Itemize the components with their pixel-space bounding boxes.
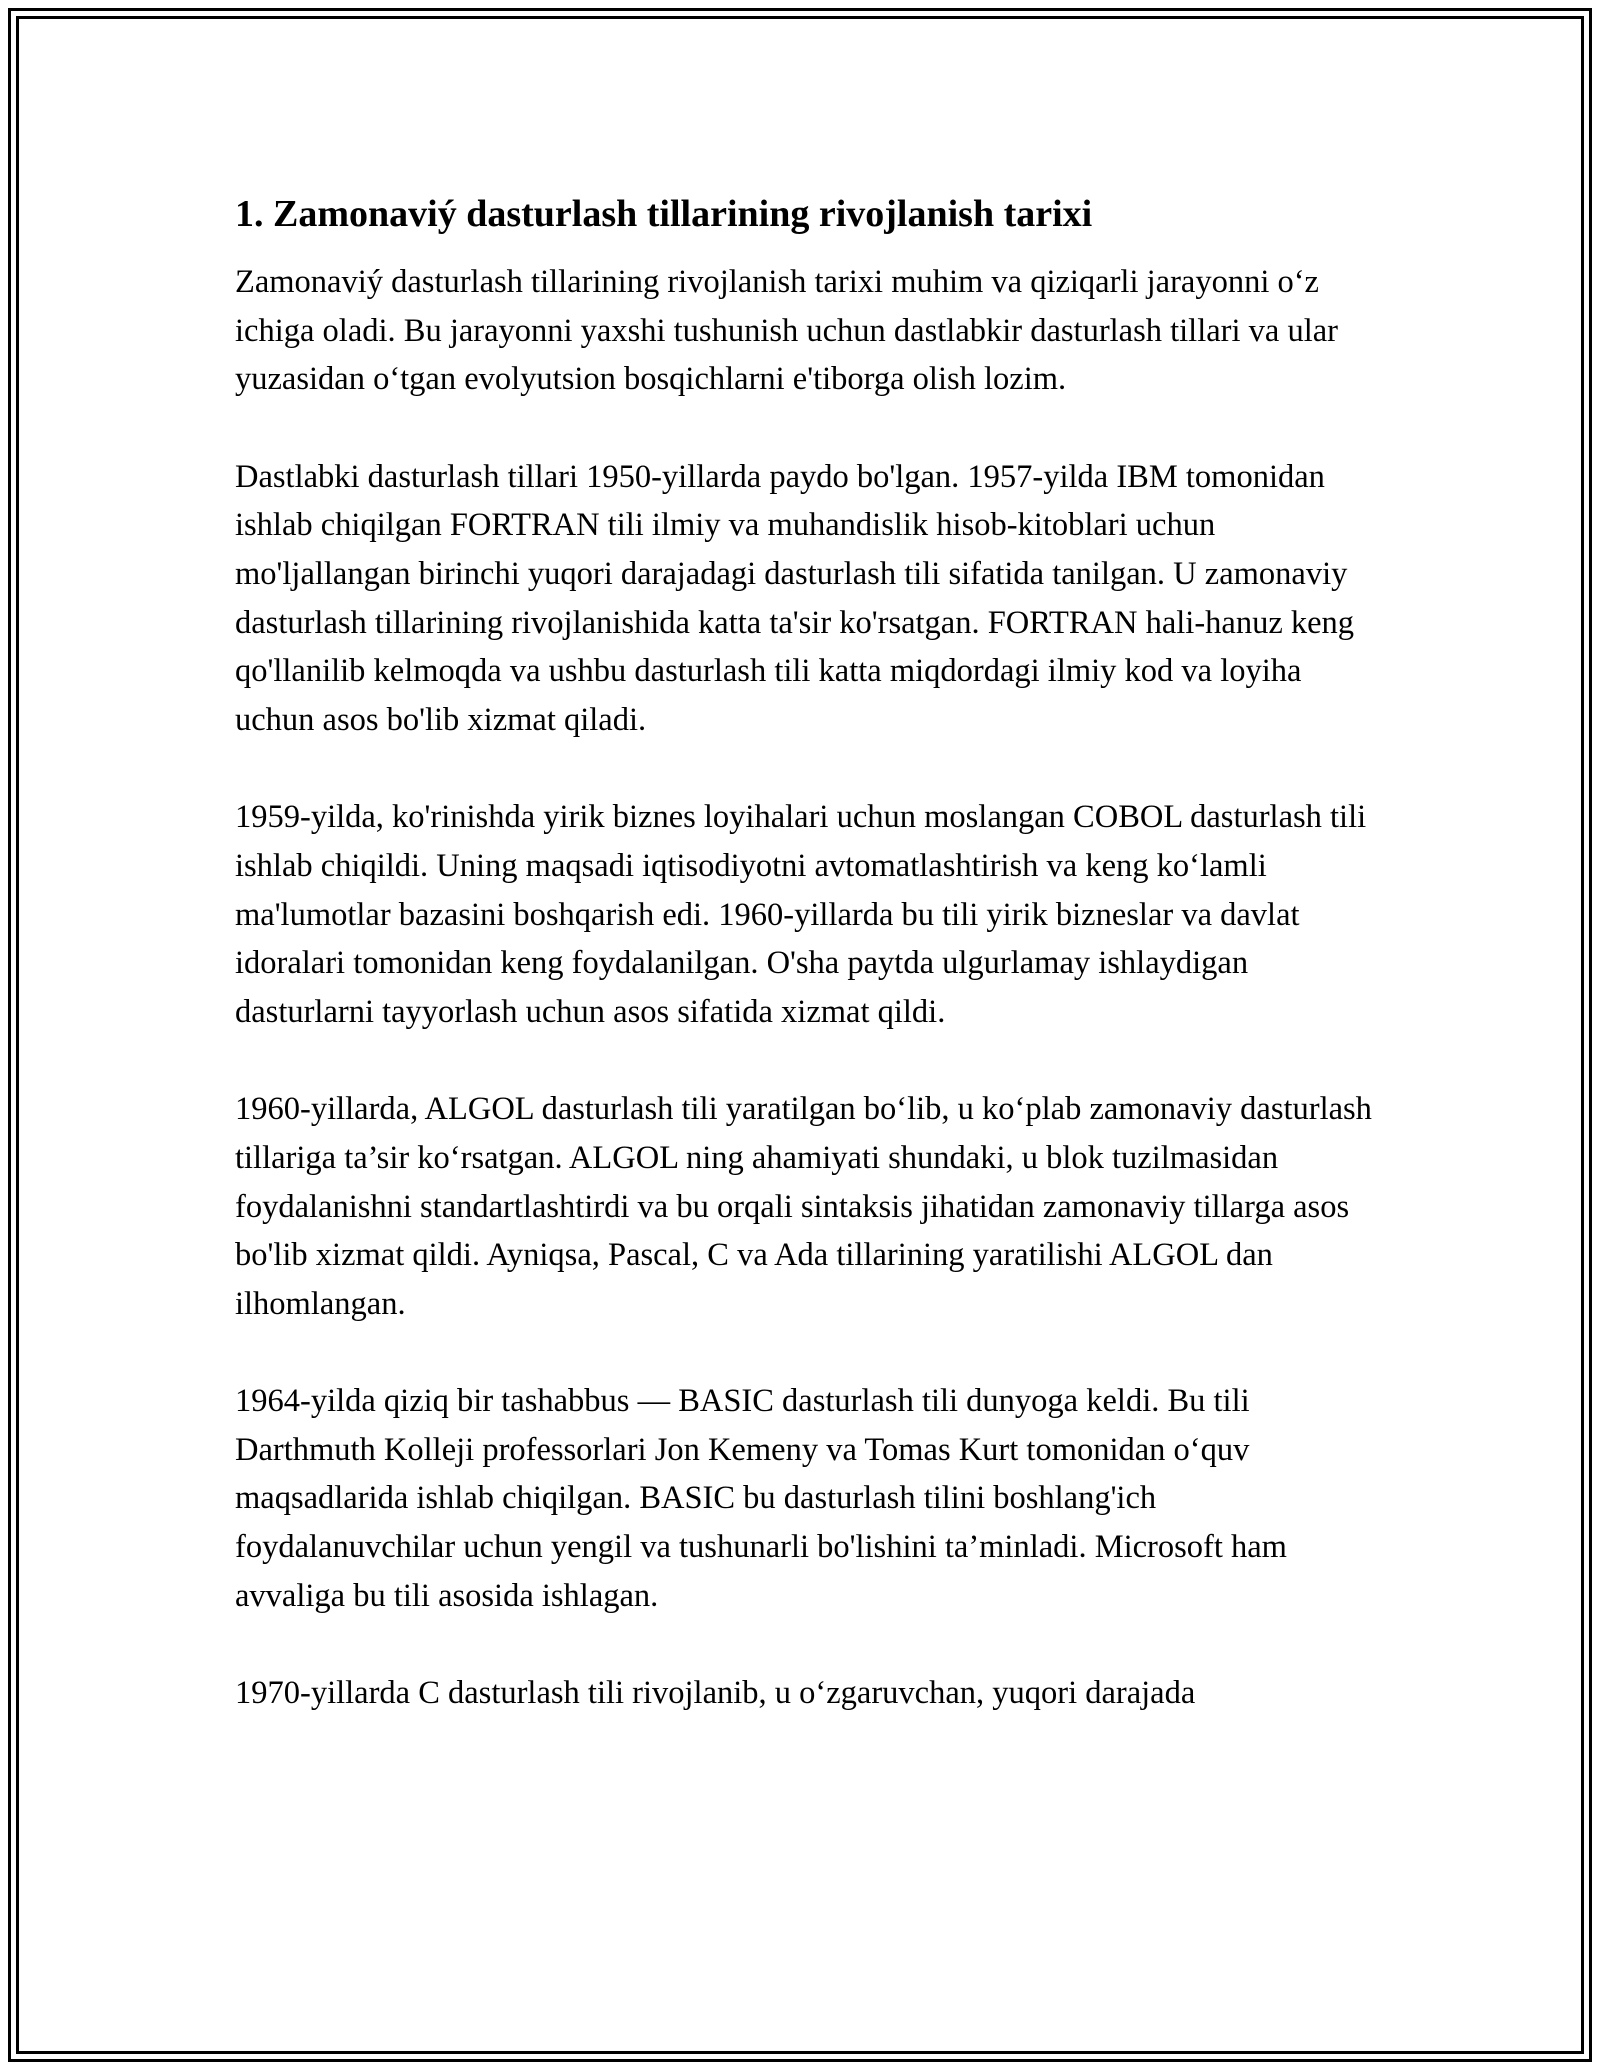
- paragraph-fortran: Dastlabki dasturlash tillari 1950-yillarda paydo bo'lgan. 1957-yilda IBM tomonidan ishlab chiqilgan FORTRAN tili ilmiy va muhandislik hisob-kitoblari uchun mo'ljallangan birinchi yuqori darajadagi dasturlash tili sifatida tanilgan. U zamonaviy dasturlash tillarining rivojlanishida katta ta'sir ko'rsatgan. FORTRAN hali-hanuz keng qo'llanilib kelmoqda va ushbu dasturlash tili katta miqdordagi ilmiy kod va loyiha uchun asos bo'lib xizmat qiladi.: [235, 458, 1355, 738]
- document-body: [235, 190, 1375, 1767]
- paragraph-cobol: 1959-yilda, ko'rinishda yirik biznes loyihalari uchun moslangan COBOL dasturlash tili ishlab chiqildi. Uning maqsadi iqtisodiyotni avtomatlashtirish va keng ko‘lamli ma'lumotlar bazasini boshqarish edi. 1960-yillarda bu tili yirik bizneslar va davlat idoralari tomonidan keng foydalanilgan. O'sha paytda ulgurlamay ishlaydigan dasturlarni tayyorlash uchun asos sifatida xizmat qildi.: [235, 799, 1367, 1030]
- paragraph-basic: 1964-yilda qiziq bir tashabbus — BASIC dasturlash tili dunyoga keldi. Bu tili Darthmuth Kolleji professorlari Jon Kemeny va Tomas Kurt tomonidan o‘quv maqsadlarida ishlab chiqilgan. BASIC bu dasturlash tilini boshlang'ich foydalanuvchilar uchun yengil va tushunarli bo'lishini ta’minladi. Microsoft ham avvaliga bu tili asosida ishlagan.: [235, 1383, 1287, 1614]
- section-heading: 1. Zamonaviý dasturlash tillarining rivojlanish tarixi: [235, 193, 1093, 235]
- paragraph-intro: Zamonaviý dasturlash tillarining rivojlanish tarixi muhim va qiziqarli jarayonni o‘z ichiga oladi. Bu jarayonni yaxshi tushunish uchun dastlabkir dasturlash tillari va ular yuzasidan o‘tgan evolyutsion bosqichlarni e'tiborga olish lozim.: [235, 264, 1338, 398]
- paragraph-algol: 1960-yillarda, ALGOL dasturlash tili yaratilgan bo‘lib, u ko‘plab zamonaviy dasturlash tillariga ta’sir ko‘rsatgan. ALGOL ning ahamiyati shundaki, u blok tuzilmasidan foydalanishni standartlashtirdi va bu orqali sintaksis jihatidan zamonaviy tillarga asos bo'lib xizmat qildi. Ayniqsa, Pascal, C va Ada tillarining yaratilishi ALGOL dan ilhomlangan.: [235, 1091, 1372, 1322]
- paragraph-c-language: 1970-yillarda C dasturlash tili rivojlanib, u o‘zgaruvchan, yuqori darajada: [235, 1675, 1196, 1712]
